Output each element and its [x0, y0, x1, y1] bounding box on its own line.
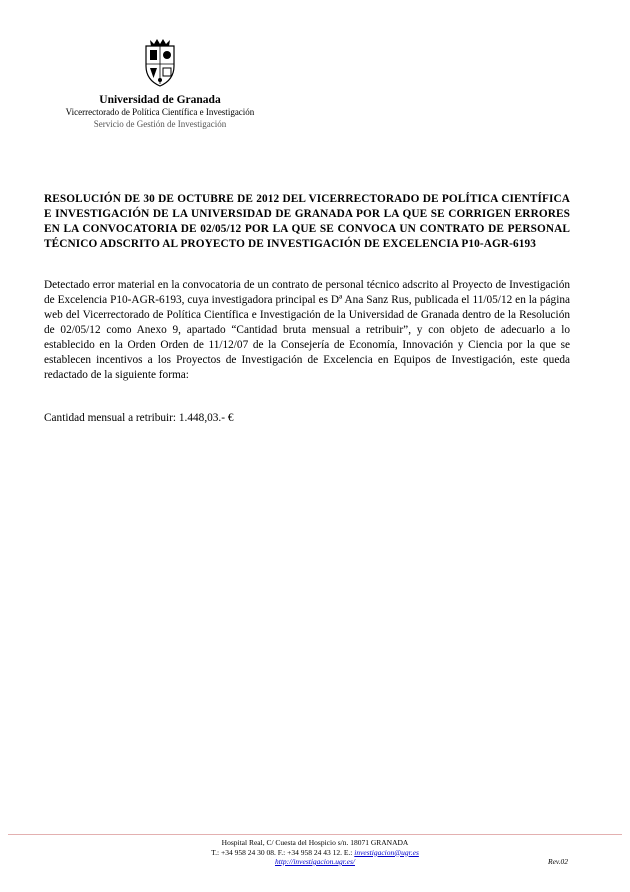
document-title: RESOLUCIÓN DE 30 DE OCTUBRE DE 2012 DEL VICERRECTORADO DE POLÍTICA CIENTÍFICA E INVESTIGACIÓN DE LA UNIVERSIDAD DE GRANADA POR LA QUE SE CORRIGEN ERRORES EN LA CONVOCATORIA DE 02/05/12 POR LA QUE SE CONVOCA UN CONTRATO DE PERSONAL TÉCNICO ADSCRITO AL PROYECTO DE INVESTIGACIÓN DE EXCELENCIA P10-AGR-6193: [44, 193, 570, 250]
footer-address: Hospital Real, C/ Cuesta del Hospicio s/n. 18071 GRANADA: [221, 838, 409, 847]
footer-email-link[interactable]: investigacion@ugr.es: [354, 847, 419, 857]
footer-divider: [8, 834, 622, 835]
vicerrectorado-name: Vicerrectorado de Política Científica e Investigación: [65, 107, 255, 117]
university-crest-icon: [138, 36, 182, 88]
footer: [0, 838, 630, 867]
university-name: Universidad de Granada: [99, 94, 221, 106]
revision-label: Rev.02: [548, 857, 569, 866]
document-body: Detectado error material en la convocatoria de un contrato de personal técnico adscrito al Proyecto de Investigación de Excelencia P10-AGR-6193, cuya investigadora principal es Dª Ana Sanz Rus, publicada el 11/05/12 en la página web del Vicerrectorado de Política Científica e Investigación de la Universidad de Granada dentro de la Resolución de 02/05/12 como Anexo 9, apartado “Cantidad bruta mensual a retribuir”, y con objeto de adecuarlo a lo establecido en la Orden Orden de 11/12/07 de la Consejería de Economía, Innovación y Ciencia por la que se establecen incentivos a los Proyectos de Investigación de Excelencia en Equipos de Investigación, este queda redactado de la siguiente forma:: [44, 279, 570, 381]
footer-contact: [0, 848, 630, 858]
service-name: Servicio de Gestión de Investigación: [93, 119, 227, 129]
letterhead: [40, 36, 280, 130]
monthly-amount: Cantidad mensual a retribuir: 1.448,03.- €: [44, 412, 234, 424]
footer-website-link[interactable]: http://investigacion.ugr.es/: [275, 857, 355, 866]
footer-phone-fax: T.: +34 958 24 30 08. F.: +34 958 24 43 12. E.:: [211, 847, 355, 857]
